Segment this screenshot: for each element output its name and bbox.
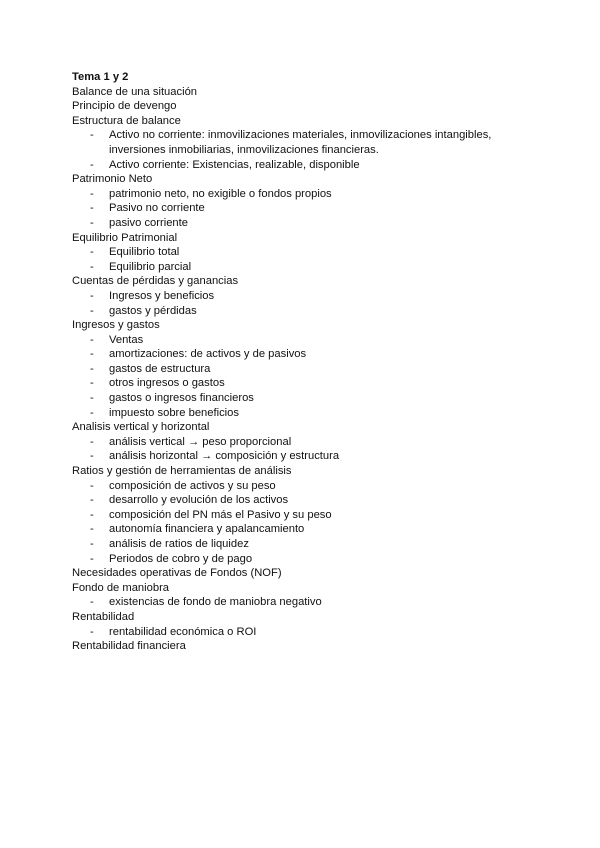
list-item-text: amortizaciones: de activos y de pasivos (109, 348, 307, 361)
document-sections (72, 85, 542, 654)
bullet-list (72, 333, 542, 421)
section-heading: Ingresos y gastos (72, 319, 160, 332)
bullet-list (72, 128, 542, 172)
bullet-list (72, 625, 542, 640)
dash-bullet-icon: - (90, 406, 94, 419)
bullet-list (72, 595, 542, 610)
section-heading: Estructura de balance (72, 114, 181, 127)
list-item (72, 537, 542, 552)
list-item (72, 522, 542, 537)
section-heading: Principio de devengo (72, 100, 177, 113)
bullet-list (72, 479, 542, 567)
list-item (72, 260, 542, 275)
list-item-text: impuesto sobre beneficios (109, 406, 239, 419)
list-item (72, 435, 542, 450)
dash-bullet-icon: - (90, 508, 94, 521)
list-item (72, 376, 542, 391)
list-item-text: Equilibrio parcial (109, 260, 192, 273)
dash-bullet-icon: - (90, 260, 94, 273)
list-item-text: análisis horizontal → composición y estructura (109, 450, 340, 463)
list-item (72, 508, 542, 523)
dash-bullet-icon: - (90, 625, 94, 638)
list-item-text: otros ingresos o gastos (109, 377, 225, 390)
list-item-text: patrimonio neto, no exigible o fondos propios (109, 187, 332, 200)
section-heading: Cuentas de pérdidas y ganancias (72, 275, 239, 288)
dash-bullet-icon: - (90, 129, 94, 142)
dash-bullet-icon: - (90, 392, 94, 405)
dash-bullet-icon: - (90, 158, 94, 171)
dash-bullet-icon: - (90, 494, 94, 507)
list-item-text: composición de activos y su peso (109, 479, 276, 492)
section-heading: Equilibrio Patrimonial (72, 231, 178, 244)
list-item (72, 391, 542, 406)
list-item-text: rentabilidad económica o ROI (109, 625, 257, 638)
section-heading: Ratios y gestión de herramientas de análisis (72, 465, 292, 478)
list-item-text: análisis vertical → peso proporcional (109, 435, 292, 448)
list-item (72, 552, 542, 567)
dash-bullet-icon: - (90, 304, 94, 317)
list-item (72, 347, 542, 362)
list-item (72, 362, 542, 377)
list-item-text: Ingresos y beneficios (109, 289, 215, 302)
list-item (72, 479, 542, 494)
section-heading: Fondo de maniobra (72, 581, 170, 594)
bullet-list (72, 435, 542, 464)
dash-bullet-icon: - (90, 479, 94, 492)
list-item-text: gastos de estructura (109, 362, 211, 375)
section-heading: Analisis vertical y horizontal (72, 421, 210, 434)
dash-bullet-icon: - (90, 552, 94, 565)
dash-bullet-icon: - (90, 216, 94, 229)
list-item-text: gastos y pérdidas (109, 304, 197, 317)
section-heading: Rentabilidad (72, 610, 135, 623)
section-heading: Patrimonio Neto (72, 173, 153, 186)
dash-bullet-icon: - (90, 289, 94, 302)
list-item (72, 449, 542, 464)
dash-bullet-icon: - (90, 435, 94, 448)
list-item-text: Equilibrio total (109, 246, 180, 259)
dash-bullet-icon: - (90, 523, 94, 536)
list-item (72, 245, 542, 260)
list-item (72, 406, 542, 421)
list-item-text: Activo corriente: Existencias, realizable, disponible (109, 158, 360, 171)
list-item (72, 595, 542, 610)
list-item-text: existencias de fondo de maniobra negativo (109, 596, 322, 609)
section-heading: Balance de una situación (72, 85, 198, 98)
list-item (72, 187, 542, 202)
list-item (72, 333, 542, 348)
bullet-list (72, 187, 542, 231)
list-item-text: Pasivo no corriente (109, 202, 205, 215)
list-item (72, 158, 542, 173)
dash-bullet-icon: - (90, 362, 94, 375)
dash-bullet-icon: - (90, 348, 94, 361)
list-item-text: gastos o ingresos financieros (109, 392, 254, 405)
list-item-text: Periodos de cobro y de pago (109, 552, 253, 565)
dash-bullet-icon: - (90, 450, 94, 463)
section-heading: Necesidades operativas de Fondos (NOF) (72, 567, 282, 580)
bullet-list (72, 289, 542, 318)
list-item (72, 201, 542, 216)
list-item-text: Activo no corriente: inmovilizaciones materiales, inmovilizaciones intangibles, inversiones inmobiliarias, inmovilizaciones financieras. (109, 129, 492, 156)
list-item (72, 289, 542, 304)
list-item-text: Ventas (109, 333, 144, 346)
dash-bullet-icon: - (90, 246, 94, 259)
document-page (72, 70, 542, 654)
list-item-text: análisis de ratios de liquidez (109, 538, 249, 550)
list-item (72, 216, 542, 231)
document-title: Tema 1 y 2 (72, 71, 129, 83)
list-item-text: composición del PN más el Pasivo y su peso (109, 508, 332, 521)
dash-bullet-icon: - (90, 202, 94, 215)
section-heading: Rentabilidad financiera (72, 640, 186, 653)
dash-bullet-icon: - (90, 596, 94, 609)
dash-bullet-icon: - (90, 538, 94, 550)
list-item (72, 128, 542, 157)
dash-bullet-icon: - (90, 187, 94, 200)
dash-bullet-icon: - (90, 377, 94, 390)
list-item (72, 304, 542, 319)
dash-bullet-icon: - (90, 333, 94, 346)
list-item (72, 493, 542, 508)
bullet-list (72, 245, 542, 274)
list-item-text: pasivo corriente (109, 216, 188, 229)
list-item-text: autonomía financiera y apalancamiento (109, 523, 305, 536)
list-item (72, 625, 542, 640)
list-item-text: desarrollo y evolución de los activos (109, 494, 289, 507)
